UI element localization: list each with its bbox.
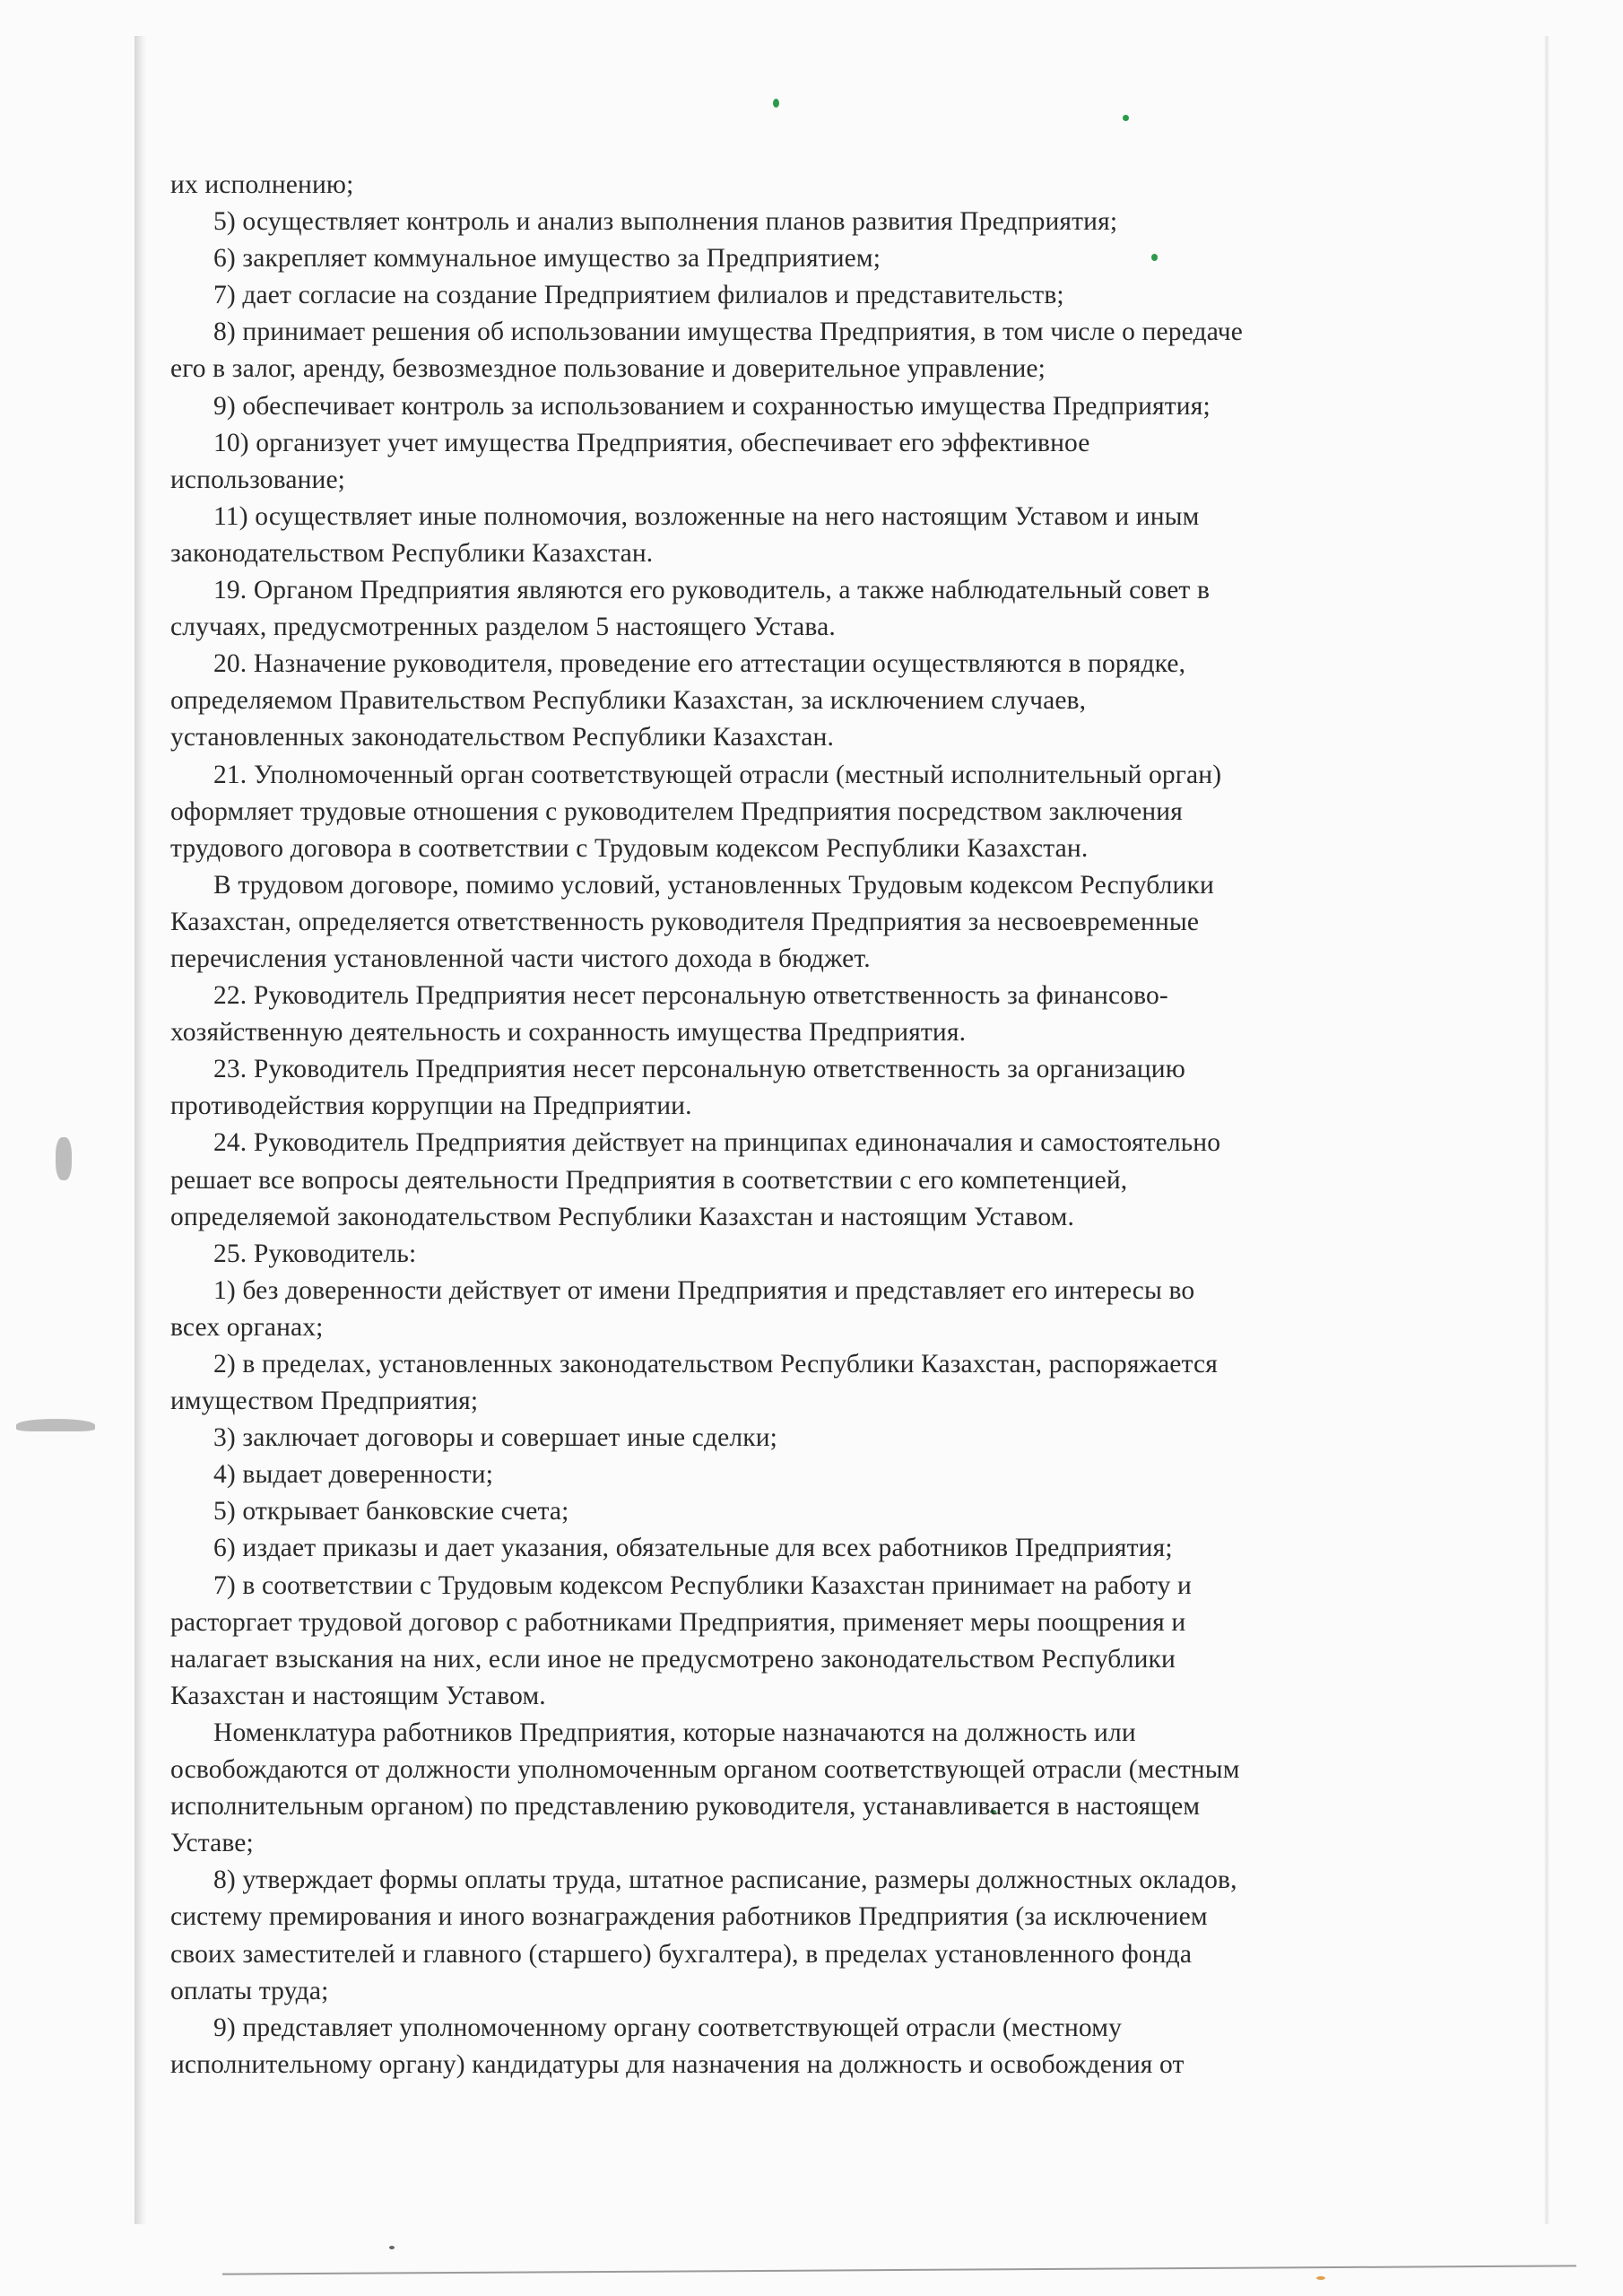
text-line: 10) организует учет имущества Предприятия, обеспечивает его эффективное — [213, 428, 1090, 457]
text-line: 22. Руководитель Предприятия несет персональную ответственность за финансово- — [213, 981, 1168, 1011]
text-line: исполнительному органу) кандидатуры для назначения на должность и освобождения от — [170, 2049, 1185, 2079]
text-line: оплаты труда; — [170, 1976, 329, 2005]
scan-right-edge — [1544, 36, 1549, 2224]
document-text — [170, 167, 1444, 2083]
text-line: противодействия коррупции на Предприятии. — [170, 1091, 692, 1121]
text-line: 5) открывает банковские счета; — [213, 1497, 569, 1526]
text-line: 6) издает приказы и дает указания, обязательные для всех работников Предприятия; — [213, 1534, 1173, 1563]
text-line: Казахстан и настоящим Уставом. — [170, 1681, 546, 1710]
text-line: трудового договора в соответствии с Трудовым кодексом Республики Казахстан. — [170, 833, 1089, 863]
text-line: Номенклатура работников Предприятия, которые назначаются на должность или — [213, 1718, 1136, 1747]
text-line: систему премирования и иного вознаграждения работников Предприятия (за исключением — [170, 1902, 1208, 1932]
text-line: расторгает трудовой договор с работниками Предприятия, применяет меры поощрения и — [170, 1607, 1186, 1637]
text-line: 3) заключает договоры и совершает иные сделки; — [213, 1423, 778, 1453]
text-line: своих заместителей и главного (старшего) бухгалтера), в пределах установленного фонда — [170, 1939, 1193, 1969]
text-line: их исполнению; — [170, 170, 354, 199]
scan-left-edge — [135, 36, 147, 2224]
text-line: Уставе; — [170, 1829, 254, 1858]
text-line: определяемом Правительством Республики Казахстан, за исключением случаев, — [170, 686, 1087, 716]
text-line: налагает взыскания на них, если иное не предусмотрено законодательством Республики — [170, 1644, 1176, 1674]
text-line: 20. Назначение руководителя, проведение его аттестации осуществляются в порядке, — [213, 649, 1186, 679]
text-line: имуществом Предприятия; — [170, 1387, 479, 1416]
text-line: 21. Уполномоченный орган соответствующей отрасли (местный исполнительный орган) — [213, 760, 1222, 789]
text-line: 8) принимает решения об использовании имущества Предприятия, в том числе о передаче — [213, 317, 1243, 347]
text-line: всех органах; — [170, 1312, 324, 1342]
orange-speck — [1316, 2276, 1325, 2280]
text-line: использование; — [170, 465, 346, 494]
text-line: хозяйственную деятельность и сохранность имущества Предприятия. — [170, 1018, 967, 1048]
text-line: 7) в соответствии с Трудовым кодексом Республики Казахстан принимает на работу и — [213, 1570, 1192, 1600]
text-line: 24. Руководитель Предприятия действует на принципах единоначалия и самостоятельно — [213, 1128, 1221, 1158]
text-line: законодательством Республики Казахстан. — [170, 538, 654, 568]
text-line: исполнительным органом) по представлению руководителя, устанавливается в настоящем — [170, 1792, 1201, 1822]
bottom-edge-rule — [222, 2265, 1576, 2274]
text-line: определяемой законодательством Республики Казахстан и настоящим Уставом. — [170, 1202, 1074, 1231]
text-line: решает все вопросы деятельности Предприятия в соответствии с его компетенцией, — [170, 1165, 1128, 1195]
text-line: Казахстан, определяется ответственность руководителя Предприятия за несвоевременные — [170, 907, 1200, 936]
text-line: оформляет трудовые отношения с руководителем Предприятия посредством заключения — [170, 796, 1183, 826]
text-line: освобождаются от должности уполномоченным органом соответствующей отрасли (местным — [170, 1755, 1240, 1785]
text-line: 1) без доверенности действует от имени Предприятия и представляет его интересы во — [213, 1275, 1195, 1305]
text-line: 19. Органом Предприятия являются его руководитель, а также наблюдательный совет в — [213, 576, 1211, 605]
green-speck — [773, 99, 779, 108]
text-line: 9) представляет уполномоченному органу соответствующей отрасли (местному — [213, 2013, 1122, 2042]
text-line: В трудовом договоре, помимо условий, установленных Трудовым кодексом Республики — [213, 870, 1214, 900]
text-line: 6) закрепляет коммунальное имущество за Предприятием; — [213, 244, 881, 274]
punch-hole-mark-lower — [16, 1419, 95, 1431]
dust-speck — [389, 2246, 395, 2249]
punch-hole-mark-upper — [56, 1137, 72, 1180]
text-line: 4) выдает доверенности; — [213, 1460, 494, 1490]
text-line: установленных законодательством Республики Казахстан. — [170, 723, 835, 752]
text-line: его в залог, аренду, безвозмездное пользование и доверительное управление; — [170, 354, 1046, 384]
text-line: случаях, предусмотренных разделом 5 настоящего Устава. — [170, 613, 836, 642]
text-line: 8) утверждает формы оплаты труда, штатное расписание, размеры должностных окладов, — [213, 1866, 1237, 1895]
text-line: 9) обеспечивает контроль за использованием и сохранностью имущества Предприятия; — [213, 391, 1211, 421]
text-line: 11) осуществляет иные полномочия, возложенные на него настоящим Уставом и иным — [213, 501, 1200, 531]
text-line: 23. Руководитель Предприятия несет персональную ответственность за организацию — [213, 1055, 1185, 1084]
text-line: перечисления установленной части чистого дохода в бюджет. — [170, 944, 871, 973]
text-line: 2) в пределах, установленных законодательством Республики Казахстан, распоряжается — [213, 1350, 1218, 1378]
text-line: 7) дает согласие на создание Предприятием филиалов и представительств; — [213, 281, 1064, 310]
text-line: 5) осуществляет контроль и анализ выполнения планов развития Предприятия; — [213, 207, 1118, 237]
green-speck — [1123, 115, 1129, 121]
text-line: 25. Руководитель: — [213, 1239, 417, 1268]
